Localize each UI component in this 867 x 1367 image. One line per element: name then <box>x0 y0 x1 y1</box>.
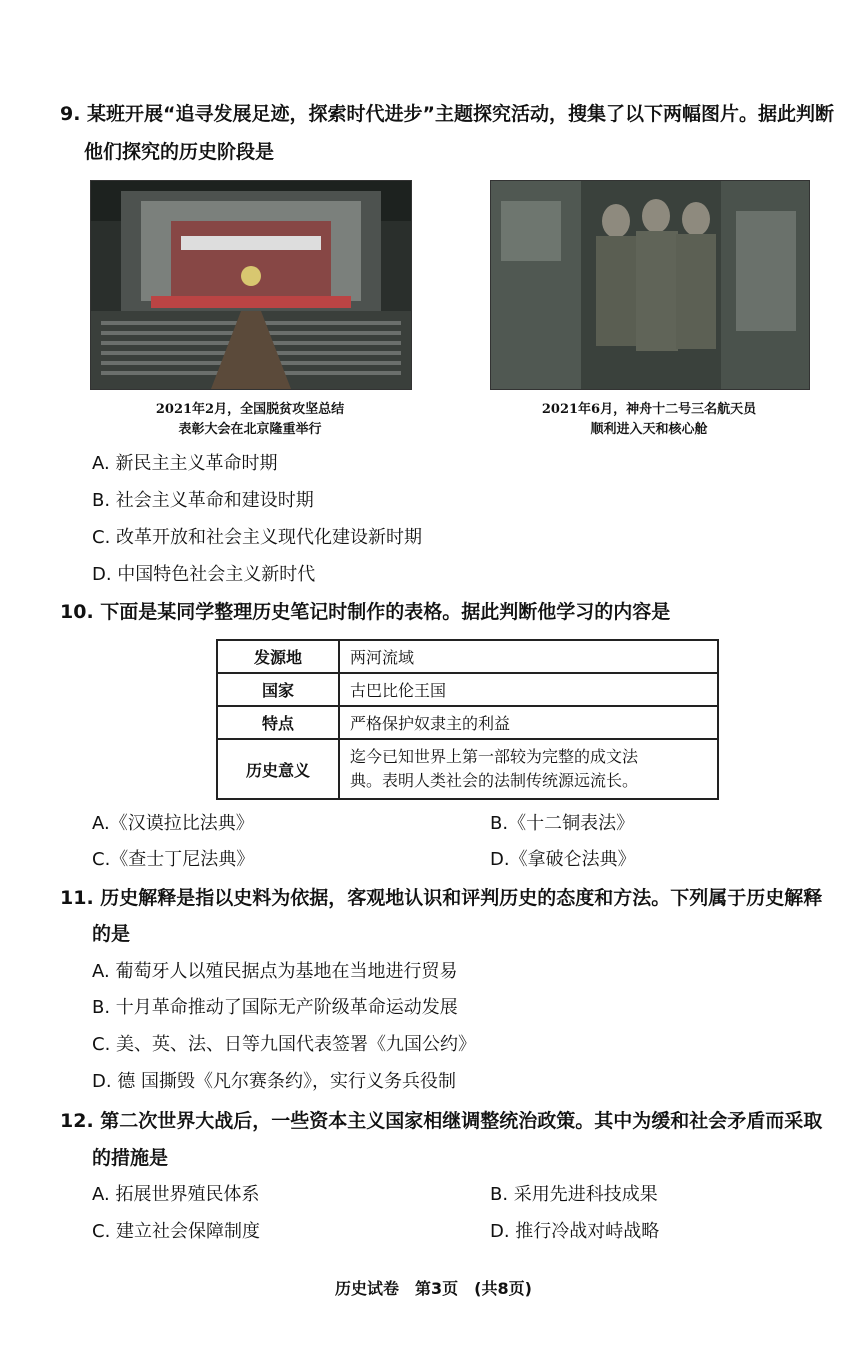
q9-option-b[interactable]: B. 社会主义革命和建设时期 <box>92 490 314 511</box>
table-row <box>217 706 718 739</box>
table-key: 发源地 <box>217 640 339 673</box>
page-footer: 历史试卷 第3页 (共8页) <box>335 1279 532 1298</box>
q10-stem: 10. 下面是某同学整理历史笔记时制作的表格。据此判断他学习的内容是 <box>60 601 671 623</box>
q9-option-c[interactable]: C. 改革开放和社会主义现代化建设新时期 <box>92 527 423 548</box>
q11-option-d[interactable]: D. 德 国撕毁《凡尔赛条约》，实行义务兵役制 <box>92 1071 457 1092</box>
q11-option-b[interactable]: B. 十月革命推动了国际无产阶级革命运动发展 <box>92 997 458 1018</box>
caption-1-line1: 2021年2月，全国脱贫攻坚总结 <box>155 402 345 417</box>
table-value: 严格保护奴隶主的利益 <box>339 706 718 739</box>
q10-option-d[interactable]: D.《拿破仑法典》 <box>490 849 636 870</box>
photo-shenzhou12-astronauts <box>490 180 810 390</box>
table-value <box>339 739 718 799</box>
q12-option-c[interactable]: C. 建立社会保障制度 <box>92 1221 261 1242</box>
q12-stem-line1: 12. 第二次世界大战后，一些资本主义国家相继调整统治政策。其中为缓和社会矛盾而采取 <box>60 1110 823 1132</box>
q9-option-d[interactable]: D. 中国特色社会主义新时代 <box>92 564 316 585</box>
q9-option-a[interactable]: A. 新民主主义革命时期 <box>92 453 278 474</box>
q11-stem-line1: 11. 历史解释是指以史料为依据，客观地认识和评判历史的态度和方法。下列属于历史解释 <box>60 887 823 909</box>
table-key: 历史意义 <box>217 739 339 799</box>
table-row <box>217 640 718 673</box>
table-row <box>217 739 718 799</box>
caption-2-line2: 顺利进入天和核心舱 <box>590 422 708 437</box>
q12-option-b[interactable]: B. 采用先进科技成果 <box>490 1184 658 1205</box>
photo-poverty-conference-image <box>91 181 411 389</box>
photo-shenzhou12-image <box>491 181 809 389</box>
q11-option-a[interactable]: A. 葡萄牙人以殖民据点为基地在当地进行贸易 <box>92 961 458 982</box>
q10-option-a[interactable]: A.《汉谟拉比法典》 <box>92 813 254 834</box>
q10-option-c[interactable]: C.《查士丁尼法典》 <box>92 849 255 870</box>
photo-poverty-conference <box>90 180 412 390</box>
table-value-line1: 迄今已知世界上第一部较为完整的成文法 <box>350 747 639 766</box>
q9-stem-line1: 9. 某班开展“追寻发展足迹，探索时代进步”主题探究活动，搜集了以下两幅图片。据此判断 <box>60 103 835 125</box>
table-row <box>217 673 718 706</box>
table-value: 古巴比伦王国 <box>339 673 718 706</box>
q9-stem-line2: 他们探究的历史阶段是 <box>84 141 275 163</box>
caption-1-line2: 表彰大会在北京隆重举行 <box>178 422 322 437</box>
table-value-line2: 典。表明人类社会的法制传统源远流长。 <box>350 771 639 790</box>
table-key: 特点 <box>217 706 339 739</box>
table-key: 国家 <box>217 673 339 706</box>
q12-option-d[interactable]: D. 推行冷战对峙战略 <box>490 1221 660 1242</box>
q12-stem-line2: 的措施是 <box>92 1147 169 1169</box>
q11-stem-line2: 的是 <box>92 923 131 945</box>
table-value: 两河流域 <box>339 640 718 673</box>
caption-2-line1: 2021年6月，神舟十二号三名航天员 <box>541 402 757 417</box>
q11-option-c[interactable]: C. 美、英、法、日等九国代表签署《九国公约》 <box>92 1034 477 1055</box>
q12-option-a[interactable]: A. 拓展世界殖民体系 <box>92 1184 260 1205</box>
history-notes-table <box>216 639 719 800</box>
q10-option-b[interactable]: B.《十二铜表法》 <box>490 813 635 834</box>
